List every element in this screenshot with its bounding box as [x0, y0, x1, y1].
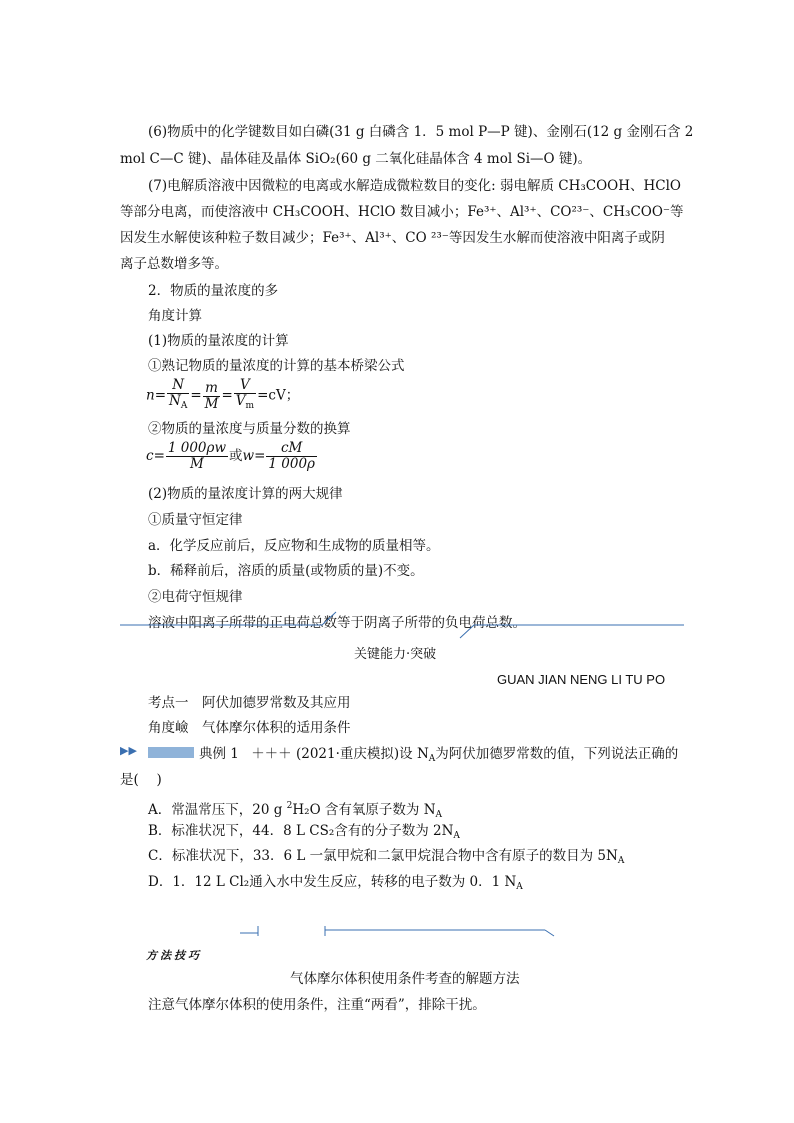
formula2-num2: cM — [266, 441, 317, 457]
option-c-text: C．标准状况下，33．6 L 一氯甲烷和二氯甲烷混合物中含有原子的数目为 5N — [148, 848, 618, 864]
difficulty-stars: ＋＋＋ — [251, 746, 292, 762]
section2-item2a-a: a．化学反应前后，反应物和生成物的质量相等。 — [148, 538, 440, 554]
formula-bridge: n= $\frac{N}{N_A}$ = $\frac{m}{M}$ = $\frac{V}{V_m}$ =cV； — [146, 377, 300, 412]
section2-angle: 角度计算 — [148, 308, 202, 324]
method-title: 气体摩尔体积使用条件考查的解题方法 — [290, 971, 520, 987]
section2-item2b-text: 溶液中阳离子所带的正电荷总数等于阴离子所带的负电荷总数。 — [148, 615, 526, 631]
option-a-pre: A．常温常压下，20 g — [148, 802, 287, 818]
example-label: 典例 1 — [199, 746, 239, 762]
para6-line1: (6)物质中的化学键数目如白磷(31 g 白磷含 1．5 mol P—P 键)、金刚石(12 g 金刚石含 2 — [148, 124, 694, 140]
formula-conversion: c= $\frac{1 000\rho w}{M}$ 或w= $\frac{cM}{1 000\rho}$ — [146, 440, 315, 472]
example-banner — [148, 747, 194, 758]
angle-title: 角度嶮 气体摩尔体积的适用条件 — [148, 720, 351, 736]
section2-item1a: ①熟记物质的量浓度的计算的基本桥梁公式 — [148, 358, 405, 374]
key-section-pinyin: GUAN JIAN NENG LI TU PO — [497, 672, 666, 687]
sub-a-opt-c: A — [617, 856, 625, 866]
tips-rule-end — [545, 930, 554, 936]
section2-heading: 2．物质的量浓度的多 — [148, 283, 279, 299]
example-line2: 是( ) — [120, 772, 162, 788]
fast-forward-icon: ▶▶ — [120, 744, 137, 757]
option-b[interactable] — [148, 822, 460, 845]
key-section-title: 关键能力·突破 — [354, 647, 437, 662]
sub-a-example: A — [428, 754, 436, 764]
kaodian-title: 考点一 阿伏加德罗常数及其应用 — [148, 695, 351, 711]
formula2-den2: 1 000ρ — [268, 456, 315, 472]
para7-line4: 离子总数增多等。 — [120, 256, 228, 272]
formula2-num1: 1 000ρw — [167, 440, 227, 456]
para7-line3: 因发生水解使该种粒子数目减少；Fe³⁺、Al³⁺、CO ²³⁻等因发生水解而使溶液中阳离子或阴 — [120, 230, 665, 246]
para6-line2: mol C—C 键)、晶体硅及晶体 SiO₂(60 g 二氧化硅晶体含 4 mol Si—O 键)。 — [120, 151, 592, 167]
option-a-mid: H₂O 含有氧原子数为 N — [292, 802, 436, 818]
example-text1: (2021·重庆模拟)设 N — [295, 746, 429, 762]
divider-left — [120, 612, 336, 625]
formula2-mid: 或 — [229, 448, 243, 464]
option-d-text: D．1．12 L Cl₂通入水中发生反应，转移的电子数为 0．1 N — [148, 874, 517, 890]
example-text2: 为阿伏加德罗常数的值，下列说法正确的 — [435, 746, 679, 762]
section2-item2b: ②电荷守恒规律 — [148, 589, 243, 605]
section2-item1: (1)物质的量浓度的计算 — [148, 333, 289, 349]
option-d[interactable] — [148, 873, 523, 896]
option-a-sup: 2 — [286, 801, 293, 811]
section2-item2: (2)物质的量浓度计算的两大规律 — [148, 486, 343, 502]
section2-item2a-b: b．稀释前后，溶质的质量(或物质的量)不变。 — [148, 563, 424, 579]
sub-a-opt-a: A — [435, 810, 443, 820]
divider-right — [460, 625, 684, 638]
section2-item2a: ①质量守恒定律 — [148, 512, 243, 528]
option-a[interactable] — [148, 797, 442, 824]
option-c[interactable] — [148, 847, 624, 870]
sub-a-opt-b: A — [453, 831, 460, 841]
tips-label: 方法技巧 — [146, 949, 202, 962]
para7-line1: (7)电解质溶液中因微粒的电离或水解造成微粒数目的变化: 弱电解质 CH₃COOH、HClO — [148, 178, 681, 194]
sub-a-opt-d: A — [516, 882, 523, 892]
formula2-den1: M — [190, 456, 204, 472]
method-text: 注意气体摩尔体积的使用条件，注重“两看”，排除干扰。 — [148, 997, 486, 1013]
para7-line2: 等部分电离，而使溶液中 CH₃COOH、HClO 数目减小；Fe³⁺、Al³⁺、CO²³⁻、CH₃COO⁻等 — [120, 204, 684, 220]
formula1-tail: =cV； — [257, 387, 300, 404]
option-b-text: B．标准状况下，44．8 L CS₂含有的分子数为 2N — [148, 823, 454, 839]
example-line1 — [199, 745, 678, 768]
section2-item1b: ②物质的量浓度与质量分数的换算 — [148, 421, 351, 437]
